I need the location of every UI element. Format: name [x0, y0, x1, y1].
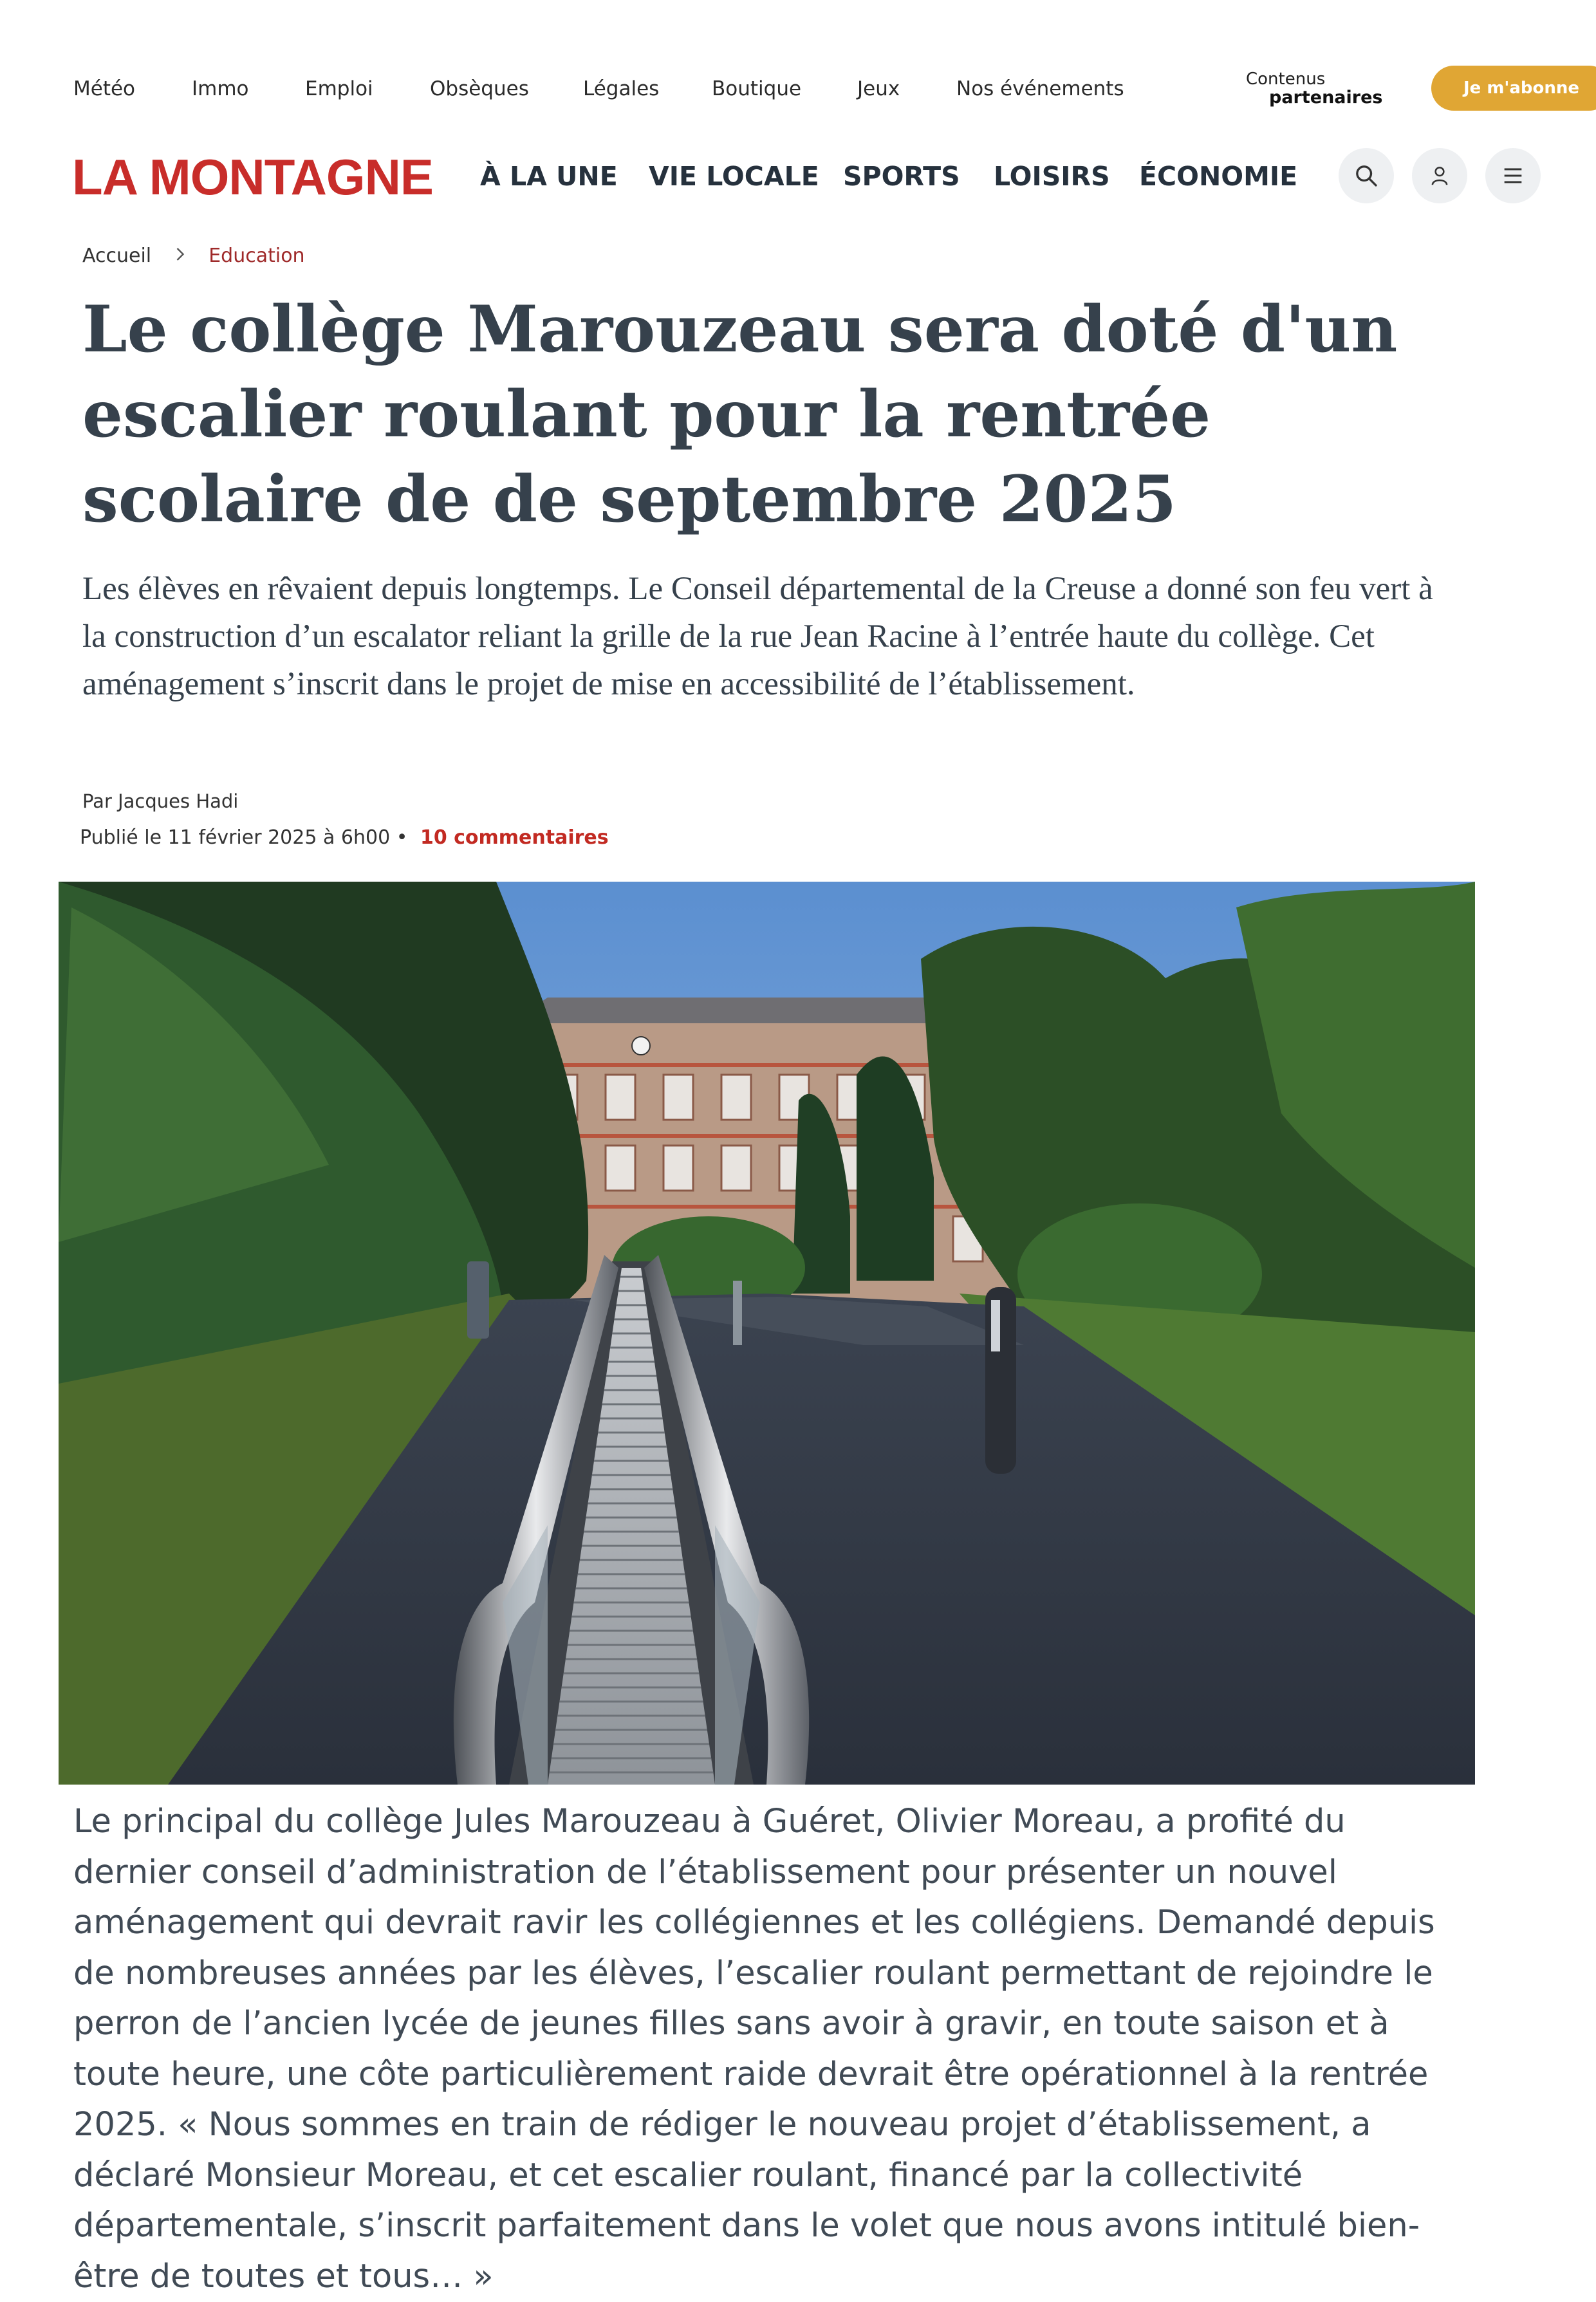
search-button[interactable] [1339, 148, 1394, 203]
main-header [72, 147, 1545, 211]
menu-economie[interactable]: ÉCONOMIE [1139, 161, 1298, 192]
subscribe-button[interactable]: Je m'abonne [1431, 66, 1596, 111]
top-link-immo[interactable]: Immo [192, 77, 249, 100]
publish-date: Publié le 11 février 2025 à 6h00 • [80, 826, 408, 849]
menu-icon [1500, 163, 1526, 189]
menu-vie-locale[interactable]: VIE LOCALE [649, 161, 819, 192]
breadcrumb [82, 245, 305, 267]
breadcrumb-category[interactable]: Education [209, 245, 305, 267]
article-lead: Les élèves en rêvaient depuis longtemps. Le Conseil départemental de la Creuse a donné son feu vert à la construction d’un escalator reliant la grille de la rue Jean Racine à l’entrée haute du collège. Cet aménagement s’inscrit dans le projet de mise en accessibilité de l’établissement. [82, 571, 1433, 702]
top-utility-nav [73, 64, 1580, 115]
top-link-emploi[interactable]: Emploi [305, 77, 373, 100]
top-link-legales[interactable]: Légales [583, 77, 660, 100]
article-title: Le collège Marouzeau sera doté d'un escalier roulant pour la rentrée scolaire de de septembre 2025 [82, 292, 1398, 537]
top-link-meteo[interactable]: Météo [73, 77, 136, 100]
menu-sports[interactable]: SPORTS [843, 161, 960, 192]
article-author: Par Jacques Hadi [82, 790, 239, 812]
comments-link[interactable]: 10 commentaires [420, 826, 609, 849]
menu-loisirs[interactable]: LOISIRS [994, 161, 1110, 192]
menu-button[interactable] [1485, 148, 1541, 203]
article-body: Le principal du collège Jules Marouzeau à Guéret, Olivier Moreau, a profité du dernier conseil d’administration de l’établissement pour présenter un nouvel aménagement qui devrait ravir les collégiennes et les collégiens. Demandé depuis de nombreuses années par les élèves, l’escalier roulant permettant de rejoindre le perron de l’ancien lycée de jeunes filles sans avoir à gravir, en toute saison et à toute heure, une côte particulièrement raide devrait être opérationnel à la rentrée 2025. « Nous sommes en train de rédiger le nouveau projet d’établissement, a déclaré Monsieur Moreau, et cet escalier roulant, financé par la collectivité départementale, s’inscrit parfaitement dans le volet que nous avons intitulé bien-être de toutes et tous… » [73, 1803, 1435, 2296]
article-photo [59, 882, 1475, 1785]
chevron-right-icon [174, 245, 186, 267]
search-icon [1353, 163, 1379, 189]
partners-line1: Contenus [1246, 70, 1326, 89]
top-link-evenements[interactable]: Nos événements [956, 77, 1124, 100]
top-link-jeux[interactable]: Jeux [857, 77, 900, 100]
top-link-boutique[interactable]: Boutique [712, 77, 802, 100]
user-icon [1427, 163, 1452, 188]
account-button[interactable] [1412, 148, 1467, 203]
partners-line2: partenaires [1269, 88, 1383, 107]
site-logo[interactable]: LA MONTAGNE [72, 149, 433, 205]
breadcrumb-home[interactable]: Accueil [82, 245, 152, 267]
partner-content-link[interactable] [1246, 71, 1381, 109]
top-link-obseques[interactable]: Obsèques [430, 77, 529, 100]
menu-a-la-une[interactable]: À LA UNE [480, 161, 618, 192]
article-meta [80, 826, 609, 849]
